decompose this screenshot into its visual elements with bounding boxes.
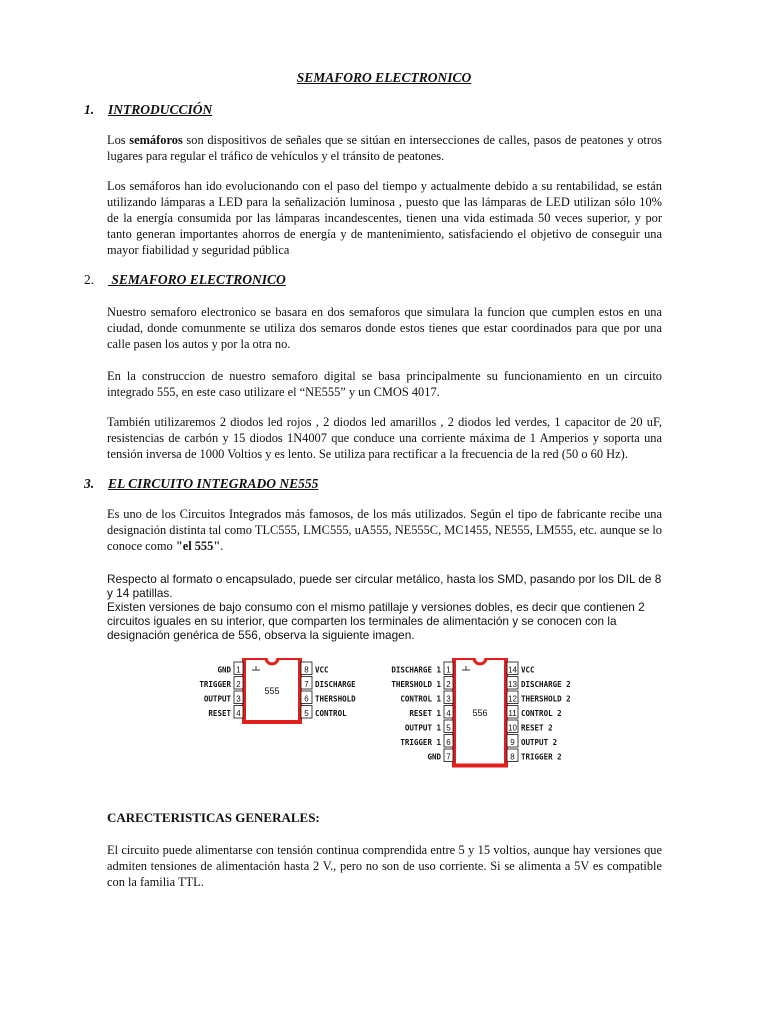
pin-name: CONTROL 1: [400, 694, 441, 704]
pin-number: 11: [508, 709, 517, 718]
pin-number: 10: [508, 723, 517, 733]
ic-pinout-diagram: [180, 658, 600, 778]
pin-name: TRIGGER: [199, 680, 231, 689]
chip-notch: [266, 658, 278, 664]
pin-name: CONTROL: [315, 709, 347, 718]
pin-name: OUTPUT 1: [404, 723, 441, 733]
pin-name: GND: [217, 665, 231, 675]
pin-name: DISCHARGE 2: [521, 680, 571, 689]
section-heading-1: [84, 102, 212, 118]
pin-number: 2: [236, 680, 241, 689]
pin-number: 12: [508, 694, 517, 704]
section-number: 3.: [84, 476, 95, 491]
section-title: INTRODUCCIÓN: [108, 102, 213, 117]
pin-number: 2: [446, 680, 451, 689]
section-title: EL CIRCUITO INTEGRADO NE555: [108, 476, 319, 491]
pin-name: THERSHOLD 1: [391, 680, 441, 689]
pin-number: 5: [304, 709, 309, 718]
section-heading-3: [84, 476, 318, 492]
bold-term: "el 555": [175, 539, 221, 553]
pin-number: 3: [446, 694, 451, 704]
pin-name: TRIGGER 2: [521, 752, 562, 762]
pin-number: 1: [446, 665, 451, 675]
pin-number: 4: [236, 709, 241, 718]
pin-name: THERSHOLD 2: [521, 694, 571, 704]
section-number: 1.: [84, 102, 95, 117]
section-number: 2.: [84, 272, 95, 287]
paragraph-ne555-1: [107, 506, 662, 554]
section-heading-2: [84, 272, 286, 288]
pin-name: GND: [427, 752, 441, 762]
pin-name: DISCHARGE 1: [391, 665, 441, 675]
pin-number: 14: [508, 665, 517, 675]
pin-name: RESET 2: [521, 723, 553, 733]
section-title: SEMAFORO ELECTRONICO: [108, 272, 286, 287]
pin-name: OUTPUT 2: [521, 738, 558, 747]
pin-number: 7: [304, 680, 309, 689]
chip-556: [391, 658, 570, 766]
pin-number: 5: [446, 723, 451, 733]
pin-number: 6: [446, 738, 451, 747]
chip-label: 555: [264, 686, 280, 696]
document-title: SEMAFORO ELECTRONICO: [296, 70, 472, 85]
pin-name: OUTPUT: [203, 694, 231, 704]
paragraph-ne555-3: Existen versiones de bajo consumo con el mismo patillaje y versiones dobles, es decir que contienen 2 circuitos iguales en su interior, que comparten los terminales de alimentación y se conocen con la designación genérica de 556, observa la siguiente imagen.: [107, 600, 645, 642]
paragraph-caracteristicas: El circuito puede alimentarse con tensión continua comprendida entre 5 y 15 voltios, aunque hay versiones que admiten tensiones de alimentación hasta 2 V., pero no son de uso corriente. Si se alimenta a 5V es compatible con la familia TTL.: [107, 843, 662, 889]
text: son dispositivos de señales que se sitúan en intersecciones de calles, pasos de peatones y otros lugares para regular el tráfico de vehículos y el tránsito de peatones.: [107, 133, 662, 163]
pin-name: RESET: [208, 709, 231, 718]
pin-number: 4: [446, 709, 451, 718]
text: .: [220, 539, 224, 553]
pin-number: 13: [508, 680, 517, 689]
pin-name: TRIGGER 1: [400, 738, 441, 747]
bold-term: semáforos: [129, 133, 183, 147]
pin-name: VCC: [521, 665, 535, 675]
chip-notch: [474, 658, 486, 664]
chip-555: [199, 658, 356, 722]
pin-number: 1: [236, 665, 241, 675]
pin-name: DISCHARGE: [315, 680, 356, 689]
paragraph-semaforo-2: En la construccion de nuestro semaforo digital se basa principalmente su funcionamiento en un circuito integrado 555, en este caso utilizare el “NE555” y un CMOS 4017.: [107, 369, 662, 399]
pin-number: 6: [304, 694, 309, 704]
pin-number: 3: [236, 694, 241, 704]
pin-number: 8: [304, 665, 309, 675]
pin-name: VCC: [315, 665, 329, 675]
pin-name: THERSHOLD: [315, 694, 356, 704]
text: Es uno de los Circuitos Integrados más famosos, de los más utilizados. Según el tipo de fabricante recibe una designación distinta tal como TLC555, LMC555, uA555, NE555C, MC1455, NE555, LM555, etc. aunque se lo conoce como: [107, 507, 662, 553]
subheading-caracteristicas: CARECTERISTICAS GENERALES:: [107, 810, 320, 825]
paragraph-intro-1: [107, 132, 662, 164]
paragraph-semaforo-3: También utilizaremos 2 diodos led rojos , 2 diodos led amarillos , 2 diodos led verdes, 1 capacitor de 20 uF, resistencias de carbón y 15 diodos 1N4007 que conduce una corriente máxima de 1 Amperios y soporta una tensión inversa de 1000 Voltios y es lento. Se utiliza para rectificar a la frecuencia de la red (50 o 60 Hz).: [107, 415, 662, 461]
pin-name: CONTROL 2: [521, 709, 562, 718]
paragraph-ne555-2: Respecto al formato o encapsulado, puede ser circular metálico, hasta los SMD, pasando por los DIL de 8 y 14 patillas.: [107, 572, 662, 600]
pin-number: 8: [510, 752, 515, 762]
paragraph-semaforo-1: Nuestro semaforo electronico se basara en dos semaforos que simulara la funcion que cumplen estos en una ciudad, donde comunmente se utiliza dos semaros donde estos tienes que estar coordinados para que por una calle pasen los autos y por la otra no.: [107, 305, 662, 351]
text: Los: [107, 133, 130, 147]
pin-number: 7: [446, 752, 451, 762]
pin-name: RESET 1: [409, 709, 441, 718]
pin-number: 9: [510, 738, 515, 747]
paragraph-intro-2: Los semáforos han ido evolucionando con el paso del tiempo y actualmente debido a su rentabilidad, se están utilizando lámparas a LED para la señalización luminosa , puesto que las lámparas de LED utilizan sólo 10% de la energía consumida por las lámparas incandescentes, tienen una vida estimada 50 veces superior, y por tanto generan importantes ahorros de energía y de mantenimiento, satisfaciendo el objetivo de conseguir una mayor fiabilidad y seguridad pública: [107, 179, 662, 257]
chip-label: 556: [472, 707, 488, 718]
